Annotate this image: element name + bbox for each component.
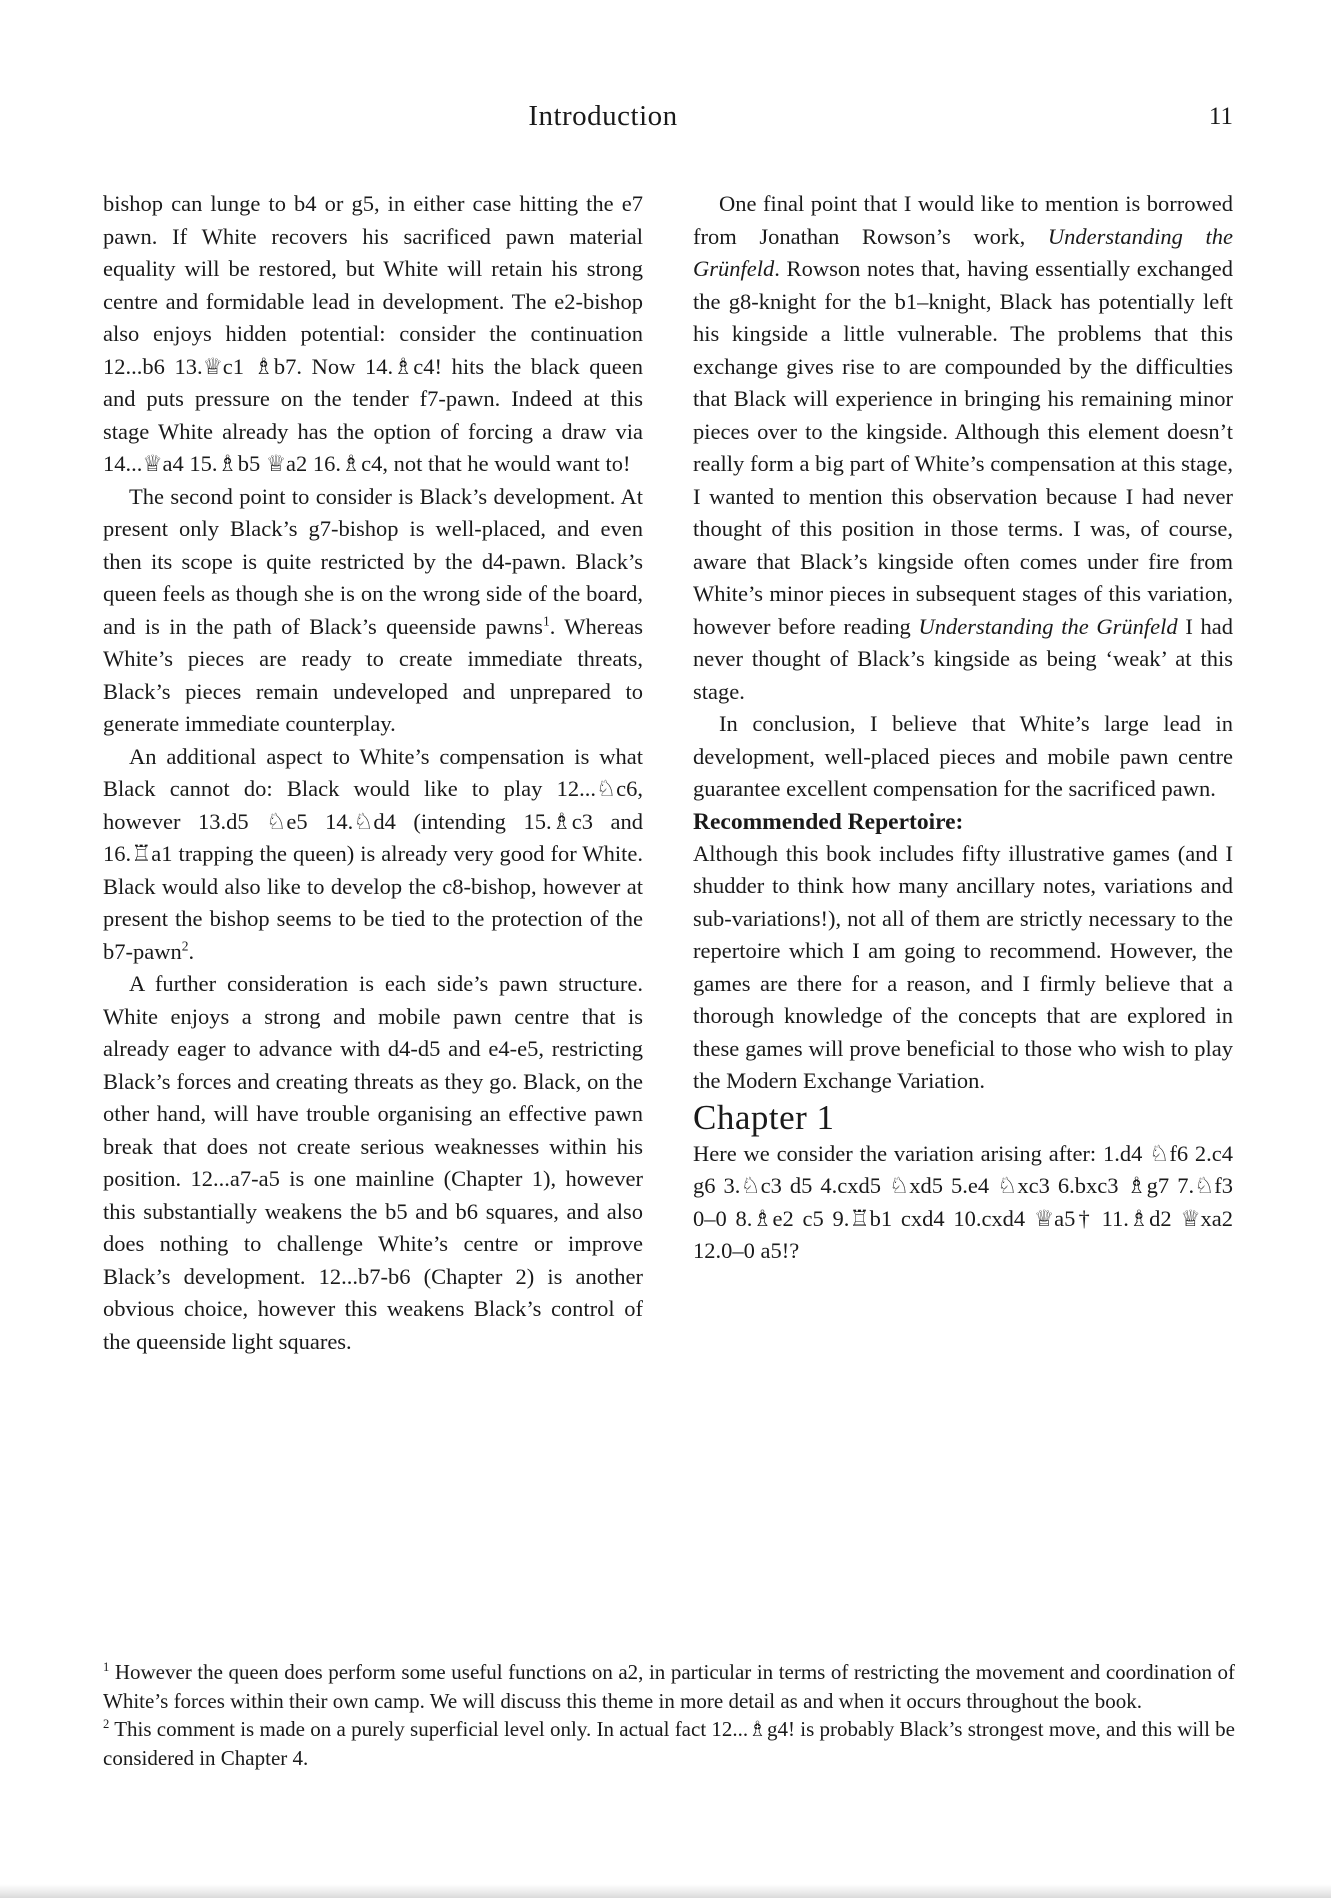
- paragraph-text: . Whereas White’s pieces are ready to create immediate threats, Black’s pieces remain undeveloped and unprepared to generate immediate counterplay.: [103, 613, 643, 736]
- paragraph: [103, 741, 643, 969]
- section-heading-recommended-repertoire: Recommended Repertoire:: [693, 808, 964, 835]
- paragraph-text: An additional aspect to White’s compensation is what Black cannot do: Black would like to play 12...♘c6, however 13.d5 ♘e5 14.♘d4 (intending 15.♗c3 and 16.♖a1 trapping the queen) is already very good for White. Black would also like to develop the c8-bishop, however at present the bishop seems to be tied to the protection of the b7-pawn: [103, 743, 643, 964]
- paragraph-text: One final point that I would like to mention is borrowed from Jonathan Rowson’s work,: [693, 191, 1233, 249]
- paragraph-text: I had never thought of Black’s kingside as being ‘weak’ at this stage.: [693, 613, 1234, 704]
- paragraph-text: In conclusion, I believe that White’s large lead in development, well-placed pieces and mobile pawn centre guarantee excellent compensation for the sacrificed pawn.: [693, 711, 1233, 801]
- footnote-text: However the queen does perform some useful functions on a2, in particular in terms of restricting the movement and coordination of White’s forces within their own camp. We will discuss this theme in more detail as and when it occurs throughout the book.: [103, 1660, 1235, 1713]
- page-bottom-edge: [0, 1884, 1331, 1898]
- page-header: [103, 100, 1103, 133]
- book-title-italic: Understanding the Grünfeld: [693, 223, 1233, 281]
- footnote-2: [103, 1715, 1235, 1772]
- paragraph: bishop can lunge to b4 or g5, in either case hitting the e7 pawn. If White recovers his sacrificed pawn material equality will be restored, but White will retain his strong centre and formidable lead in development. The e2-bishop also enjoys hidden potential: consider the continuation 12...b6 13.♕c1 ♗b7. Now 14.♗c4! hits the black queen and puts pressure on the tender f7-pawn. Indeed at this stage White already has the option of forcing a draw via 14...♕a4 15.♗b5 ♕a2 16.♗c4, not that he would want to!: [103, 191, 643, 476]
- footnote-ref-1: 1: [542, 613, 550, 628]
- page-title: Introduction: [528, 100, 678, 132]
- footnote-marker-1: 1: [103, 1660, 110, 1674]
- footnote-marker-2: 2: [103, 1717, 110, 1731]
- paragraph-text: The second point to consider is Black’s development. At present only Black’s g7-bishop is well-placed, and even then its scope is quite restricted by the d4-pawn. Black’s queen feels as though she is on the wrong side of the board, and is in the path of Black’s queenside pawns: [103, 483, 643, 639]
- paragraph: [693, 708, 1233, 806]
- paragraph-text: . Rowson notes that, having essentially exchanged the g8-knight for the b1–knight, Black has potentially left his kingside a little vulnerable. The problems that this exchange gives rise to are compounded by the difficulties that Black will experience in bringing his remaining minor pieces over to the kingside. Although this element doesn’t really form a big part of White’s compensation at this stage, I wanted to mention this observation because I had never thought of this position in those terms. I was, of course, aware that Black’s kingside often comes under fire from White’s minor pieces in subsequent stages of this variation, however before reading: [693, 256, 1233, 639]
- chapter-heading: Chapter 1: [693, 1097, 835, 1137]
- page-number: 11: [1208, 103, 1233, 130]
- footnote-ref-2: 2: [181, 938, 189, 953]
- paragraph: [693, 188, 1233, 708]
- footnote-text: This comment is made on a purely superficial level only. In actual fact 12...♗g4! is probably Black’s strongest move, and this will be considered in Chapter 4.: [103, 1717, 1235, 1770]
- footnotes-block: [103, 1658, 1235, 1772]
- right-column: [693, 188, 1233, 1268]
- footnote-1: [103, 1658, 1235, 1715]
- paragraph: Here we consider the variation arising after: 1.d4 ♘f6 2.c4 g6 3.♘c3 d5 4.cxd5 ♘xd5 5.e4 ♘xc3 6.bxc3 ♗g7 7.♘f3 0–0 8.♗e2 c5 9.♖b1 cxd4 10.cxd4 ♕a5† 11.♗d2 ♕xa2 12.0–0 a5!?: [693, 1140, 1233, 1263]
- paragraph: [103, 481, 643, 741]
- paragraph: Although this book includes fifty illustrative games (and I shudder to think how many ancillary notes, variations and sub-variations!), not all of them are strictly necessary to the repertoire which I am going to recommend. However, the games are there for a reason, and I firmly believe that a thorough knowledge of the concepts that are explored in these games will prove beneficial to those who wish to play the Modern Exchange Variation.: [693, 840, 1233, 1093]
- paragraph-text: .: [188, 938, 195, 964]
- paragraph-text: A further consideration is each side’s pawn structure. White enjoys a strong and mobile pawn centre that is already eager to advance with d4-d5 and e4-e5, restricting Black’s forces and creating threats as they go. Black, on the other hand, will have trouble organising an effective pawn break that does not create serious weaknesses within his position. 12...a7-a5 is one mainline (Chapter 1), however this substantially weakens the b5 and b6 squares, and also does nothing to challenge White’s centre or improve Black’s development. 12...b7-b6 (Chapter 2) is another obvious choice, however this weakens Black’s control of the queenside light squares.: [103, 971, 643, 1354]
- book-title-italic: Understanding the Grünfeld: [918, 613, 1178, 639]
- left-column: [103, 188, 643, 1358]
- paragraph: [103, 968, 643, 1358]
